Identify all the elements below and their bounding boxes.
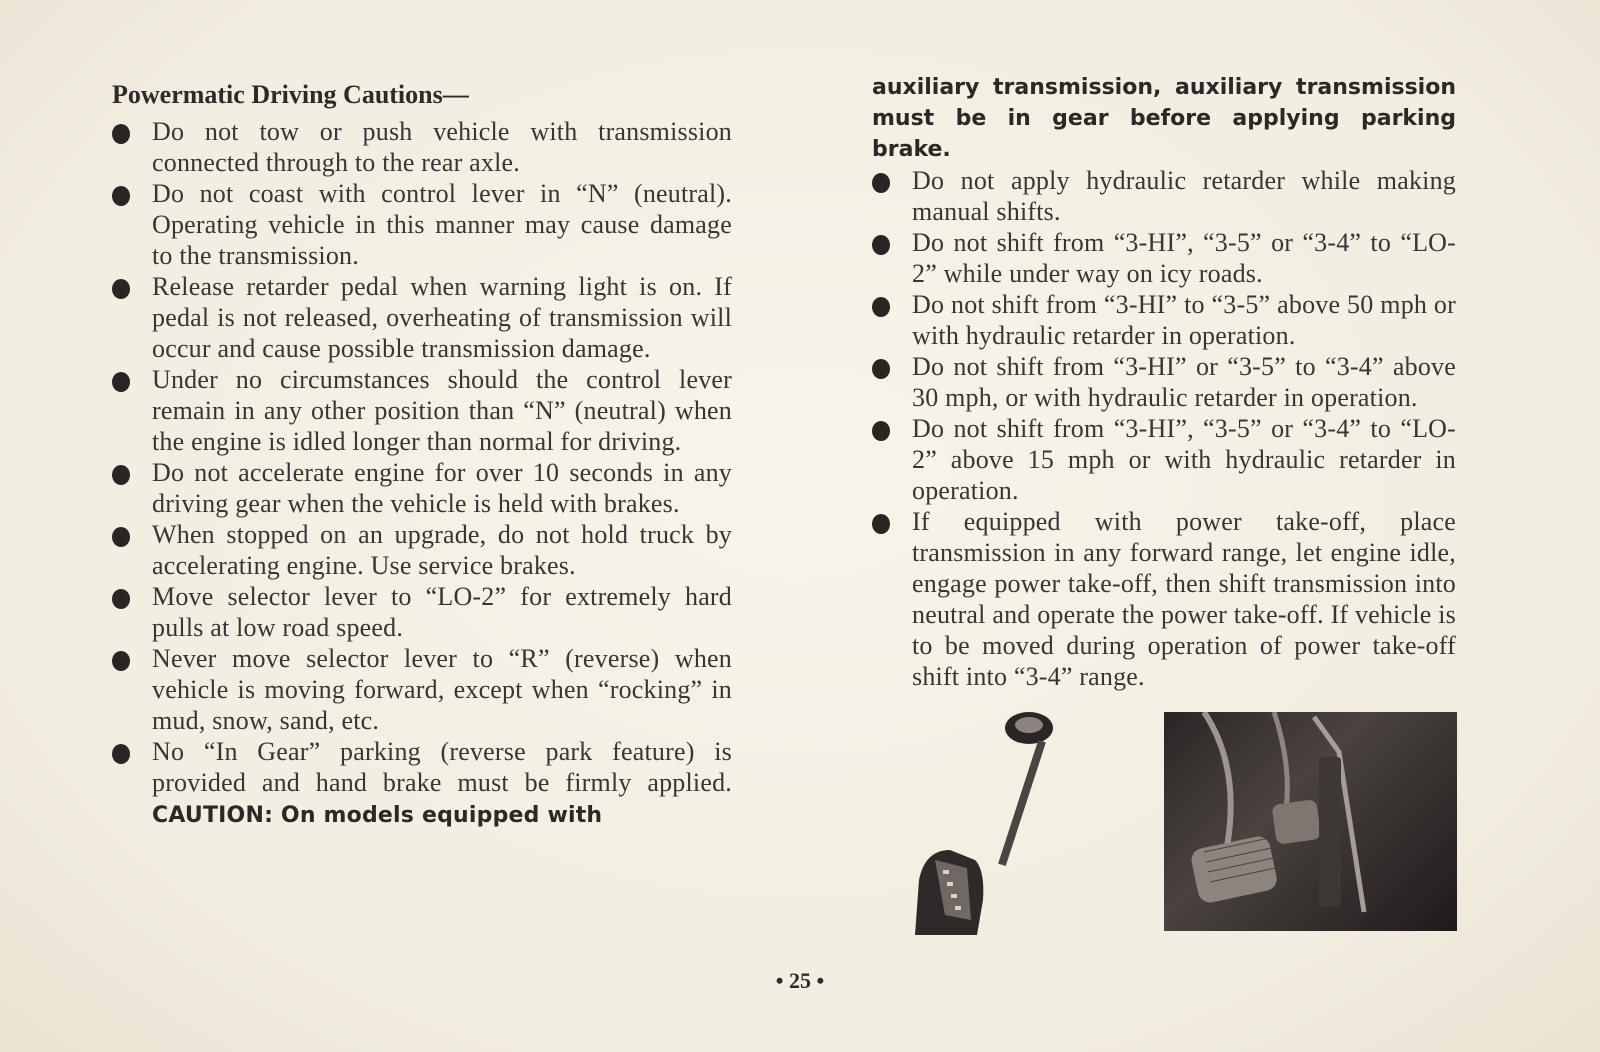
bullet-icon — [112, 589, 130, 609]
caution-continued: auxiliary transmission, auxiliary transmission — [872, 75, 1456, 100]
bullet-icon — [112, 186, 130, 206]
caution-item: Do not coast with control lever in “N” (neutral). Operating vehicle in this manner may cause damage to the transmission. — [112, 178, 732, 271]
caution-item: Do not apply hydraulic retarder while making manual shifts. — [872, 165, 1456, 227]
caution-item: Do not accelerate engine for over 10 seconds in any driving gear when the vehicle is held with brakes. — [112, 457, 732, 519]
caution-continued: must be in gear before applying parking brake. — [872, 106, 1456, 162]
caution-item: When stopped on an upgrade, do not hold truck by accelerating engine. Use service brakes. — [112, 519, 732, 581]
right-column — [872, 72, 1456, 692]
bullet-icon — [872, 359, 890, 379]
bullet-icon — [872, 297, 890, 317]
bullet-icon — [112, 744, 130, 764]
pedals-image — [1164, 712, 1457, 931]
bullet-icon — [872, 514, 890, 534]
bullet-icon — [112, 465, 130, 485]
bullet-icon — [112, 279, 130, 299]
left-column — [112, 72, 732, 831]
caution-item: Do not shift from “3-HI” to “3-5” above 50 mph or with hydraulic retarder in operation. — [872, 289, 1456, 351]
caution-label: CAUTION: On models equipped with — [152, 803, 603, 828]
bullet-icon — [872, 235, 890, 255]
bullet-icon — [872, 173, 890, 193]
pedals-photo — [1164, 712, 1457, 931]
caution-item: No “In Gear” parking (reverse park feature) is provided and hand brake must be firmly applied. CAUTION: On models equipped with — [112, 736, 732, 831]
bullet-icon — [112, 372, 130, 392]
caution-item: Do not shift from “3-HI”, “3-5” or “3-4” to “LO-2” while under way on icy roads. — [872, 227, 1456, 289]
section-heading: Powermatic Driving Cautions— — [112, 80, 469, 109]
caution-item: Never move selector lever to “R” (reverse) when vehicle is moving forward, except when “rocking” in mud, snow, sand, etc. — [112, 643, 732, 736]
caution-item: If equipped with power take-off, place transmission in any forward range, let engine idle, engage power take-off, then shift transmission into neutral and operate the power take-off. If vehicle is to be moved during operation of power take-off shift into “3-4” range. — [872, 506, 1456, 692]
caution-item: Do not shift from “3-HI”, “3-5” or “3-4” to “LO-2” above 15 mph or with hydraulic retarder in operation. — [872, 413, 1456, 506]
bullet-icon — [112, 124, 130, 144]
page-number: • 25 • — [775, 968, 825, 993]
caution-item: Do not tow or push vehicle with transmission connected through to the rear axle. — [112, 116, 732, 178]
bullet-icon — [112, 527, 130, 547]
caution-item: Release retarder pedal when warning light is on. If pedal is not released, overheating of transmission will occur and cause possible transmission damage. — [112, 271, 732, 364]
caution-item: Under no circumstances should the control lever remain in any other position than “N” (neutral) when the engine is idled longer than normal for driving. — [112, 364, 732, 457]
caution-item: Move selector lever to “LO-2” for extremely hard pulls at low road speed. — [112, 581, 732, 643]
bullet-icon — [872, 421, 890, 441]
caution-item: Do not shift from “3-HI” or “3-5” to “3-4” above 30 mph, or with hydraulic retarder in operation. — [872, 351, 1456, 413]
bullet-icon — [112, 651, 130, 671]
selector-lever-illustration — [905, 710, 1055, 935]
